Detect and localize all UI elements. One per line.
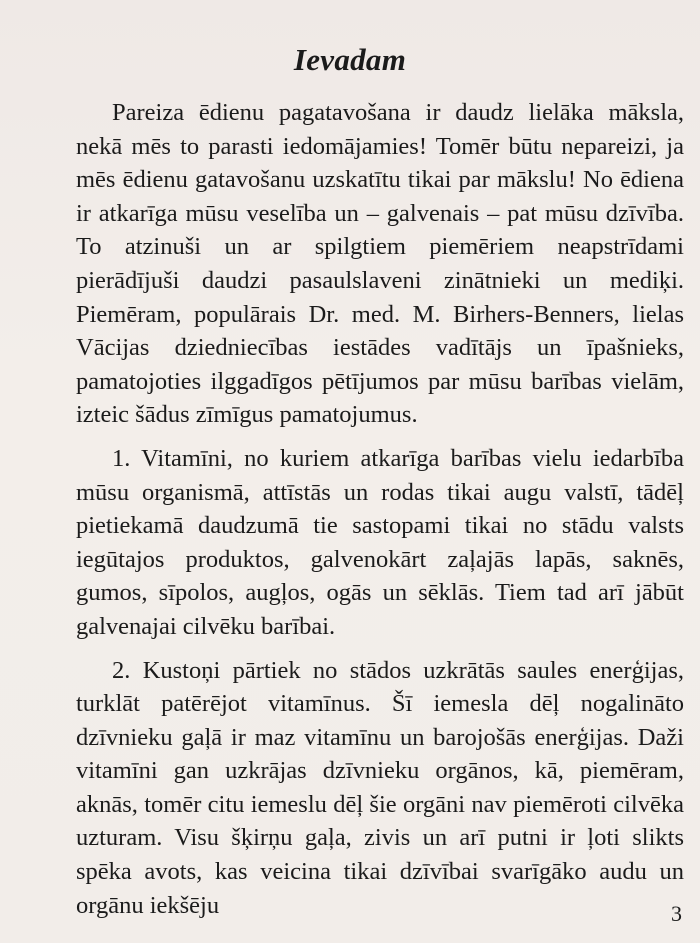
paragraph-vitamins: 1. Vitamīni, no kuriem atkarīga barības vielu iedarbība mūsu organismā, attīstās un rodas tikai augu valstī, tādēļ pietiekamā daudzumā tie sastopami tikai no stādu valsts iegūtajos produktos, galvenokārt zaļajās lapās, saknēs, gumos, sīpolos, augļos, ogās un sēklās. Tiem tad arī jābūt galvenajai cilvēku barībai.: [76, 444, 684, 640]
bleed-through-text: [60, 0, 680, 15]
page-title: Ievadam: [293, 42, 407, 77]
paragraph-animals: 2. Kustoņi pārtiek no stādos uzkrātās saules enerģijas, turklāt patērējot vitamīnus. Šī iemesla dēļ nogalināto dzīvnieku gaļā ir maz vitamīnu un barojošās enerģijas. Daži vitamīni gan uzkrājas dzīvnieku orgānos, kā, piemēram, aknās, tomēr citu iemeslu dēļ šie orgāni nav piemēroti cilvēka uzturam. Visu šķirņu gaļa, zivis un arī putni ir ļoti slikts spēka avots, kas veicina tikai dzīvībai svarīgāko audu un orgānu iekšēju: [76, 656, 684, 919]
page-number: 3: [671, 901, 682, 926]
body-text: [76, 96, 684, 932]
paragraph-intro: Pareiza ēdienu pagatavošana ir daudz lielāka māksla, nekā mēs to parasti iedomājamies! Tomēr būtu nepareizi, ja mēs ēdienu gatavošanu uzskatītu tikai par mākslu! No ēdiena ir atkarīga mūsu veselība un – galvenais – pat mūsu dzīvība. To atzinuši un ar spilgtiem piemēriem neapstrīdami pierādījuši daudzi pasaulslaveni zinātnieki un mediķi. Piemēram, populārais Dr. med. M. Birhers-Benners, lielas Vācijas dziedniecības iestādes vadītājs un īpašnieks, pamatojoties ilggadīgos pētījumos par mūsu barības vielām, izteic šādus zīmīgus pamatojumus.: [76, 99, 684, 429]
